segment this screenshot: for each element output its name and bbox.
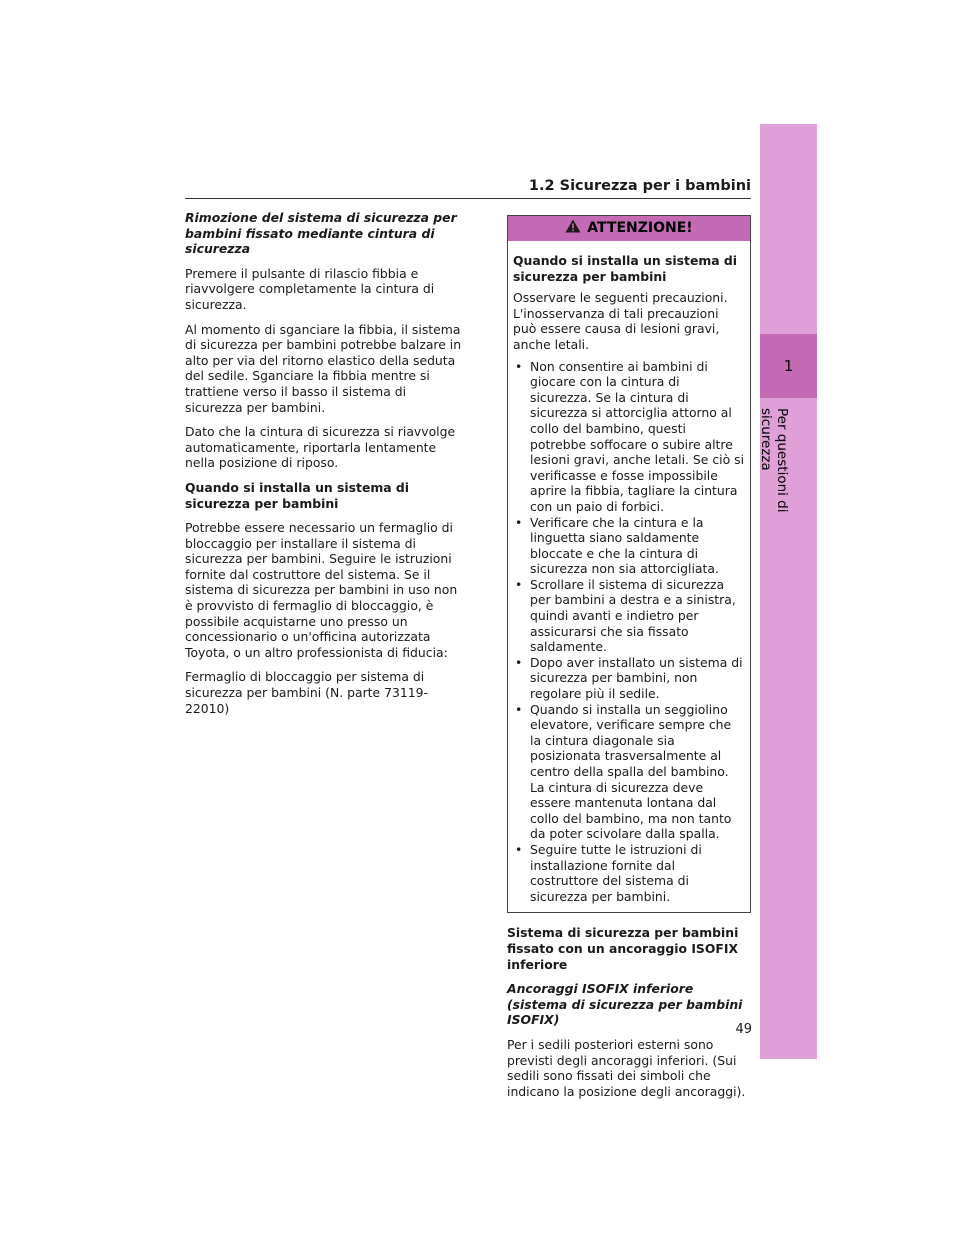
- left-paragraph-5: Fermaglio di bloccaggio per sistema di sicurezza per bambini (N. parte 73119-22010): [185, 669, 428, 716]
- warning-body: [508, 241, 750, 912]
- warning-box: [507, 215, 751, 913]
- warning-bullet: • Seguire tutte le istruzioni di installazione fornite dal costruttore del sistema di sicurezza per bambini.: [513, 842, 745, 904]
- right-heading-isofix: Sistema di sicurezza per bambini fissato con un ancoraggio ISOFIX inferiore: [507, 925, 739, 972]
- warning-bullet: • Verificare che la cintura e la linguetta siano saldamente bloccate e che la cintura di sicurezza non sia attorcigliata.: [513, 515, 745, 577]
- left-column: [185, 210, 467, 725]
- right-column: [507, 215, 751, 1108]
- right-paragraph-1: Per i sedili posteriori esterni sono previsti degli ancoraggi inferiori. (Sui sedili sono fissati dei simboli che indicano la posizione degli ancoraggi).: [507, 1036, 746, 1099]
- warning-bullet: • Scrollare il sistema di sicurezza per bambini a destra e a sinistra, quindi avanti e indietro per assicurarsi che sia fissato saldamente.: [513, 577, 745, 655]
- chapter-side-title: Per questioni di sicurezza: [758, 408, 790, 513]
- page-number: 49: [735, 1022, 752, 1037]
- warning-bullet: • Quando si installa un seggiolino elevatore, verificare sempre che la cintura diagonale sia posizionata trasversalmente al centro della spalla del bambino. La cintura di sicurezza deve essere mantenuta lontana dal collo del bambino, ma non tanto da poter scivolare dalla spalla.: [513, 702, 745, 842]
- left-heading-removal: Rimozione del sistema di sicurezza per bambini fissato mediante cintura di sicurezza: [185, 210, 457, 257]
- left-paragraph-3: Dato che la cintura di sicurezza si riavvolge automaticamente, riportarla lentamente nella posizione di riposo.: [185, 424, 456, 471]
- right-subheading-isofix: Ancoraggi ISOFIX inferiore (sistema di sicurezza per bambini ISOFIX): [507, 981, 743, 1028]
- warning-intro: Osservare le seguenti precauzioni. L'inosservanza di tali precauzioni può essere causa di lesioni gravi, anche letali.: [513, 290, 728, 352]
- left-paragraph-1: Premere il pulsante di rilascio fibbia e riavvolgere completamente la cintura di sicurezza.: [185, 265, 435, 312]
- warning-bullet-list: [513, 359, 745, 905]
- left-paragraph-4: Potrebbe essere necessario un fermaglio di bloccaggio per installare il sistema di sicurezza per bambini. Seguire le istruzioni fornite dal costruttore del sistema. Se il sistema di sicurezza per bambini in uso non è provvisto di fermaglio di bloccaggio, è possibile acquistarne uno presso un concessionario o un'officina autorizzata Toyota, o un altro professionista di fiducia:: [185, 520, 458, 660]
- left-heading-install: Quando si installa un sistema di sicurezza per bambini: [185, 479, 410, 511]
- chapter-number-badge: 1: [760, 334, 817, 398]
- warning-bullet: • Dopo aver installato un sistema di sicurezza per bambini, non regolare più il sedile.: [513, 655, 745, 702]
- warning-bullet: • Non consentire ai bambini di giocare con la cintura di sicurezza. Se la cintura di sicurezza si attorciglia attorno al collo del bambino, questi potrebbe soffocare o subire altre lesioni gravi, anche letali. Se ciò si verificasse e fosse impossibile aprire la fibbia, tagliare la cintura con un paio di forbici.: [513, 359, 745, 515]
- warning-title: ATTENZIONE!: [587, 219, 693, 236]
- left-paragraph-2: Al momento di sganciare la fibbia, il sistema di sicurezza per bambini potrebbe balzare in alto per via del ritorno elastico della seduta del sedile. Sganciare la fibbia mentre si trattiene verso il basso il sistema di sicurezza per bambini.: [185, 321, 462, 415]
- warning-triangle-icon: [565, 219, 581, 238]
- warning-heading: Quando si installa un sistema di sicurezza per bambini: [513, 253, 738, 284]
- chapter-side-tab: [760, 124, 817, 1059]
- section-header: 1.2 Sicurezza per i bambini: [185, 178, 751, 199]
- warning-header: [508, 216, 750, 241]
